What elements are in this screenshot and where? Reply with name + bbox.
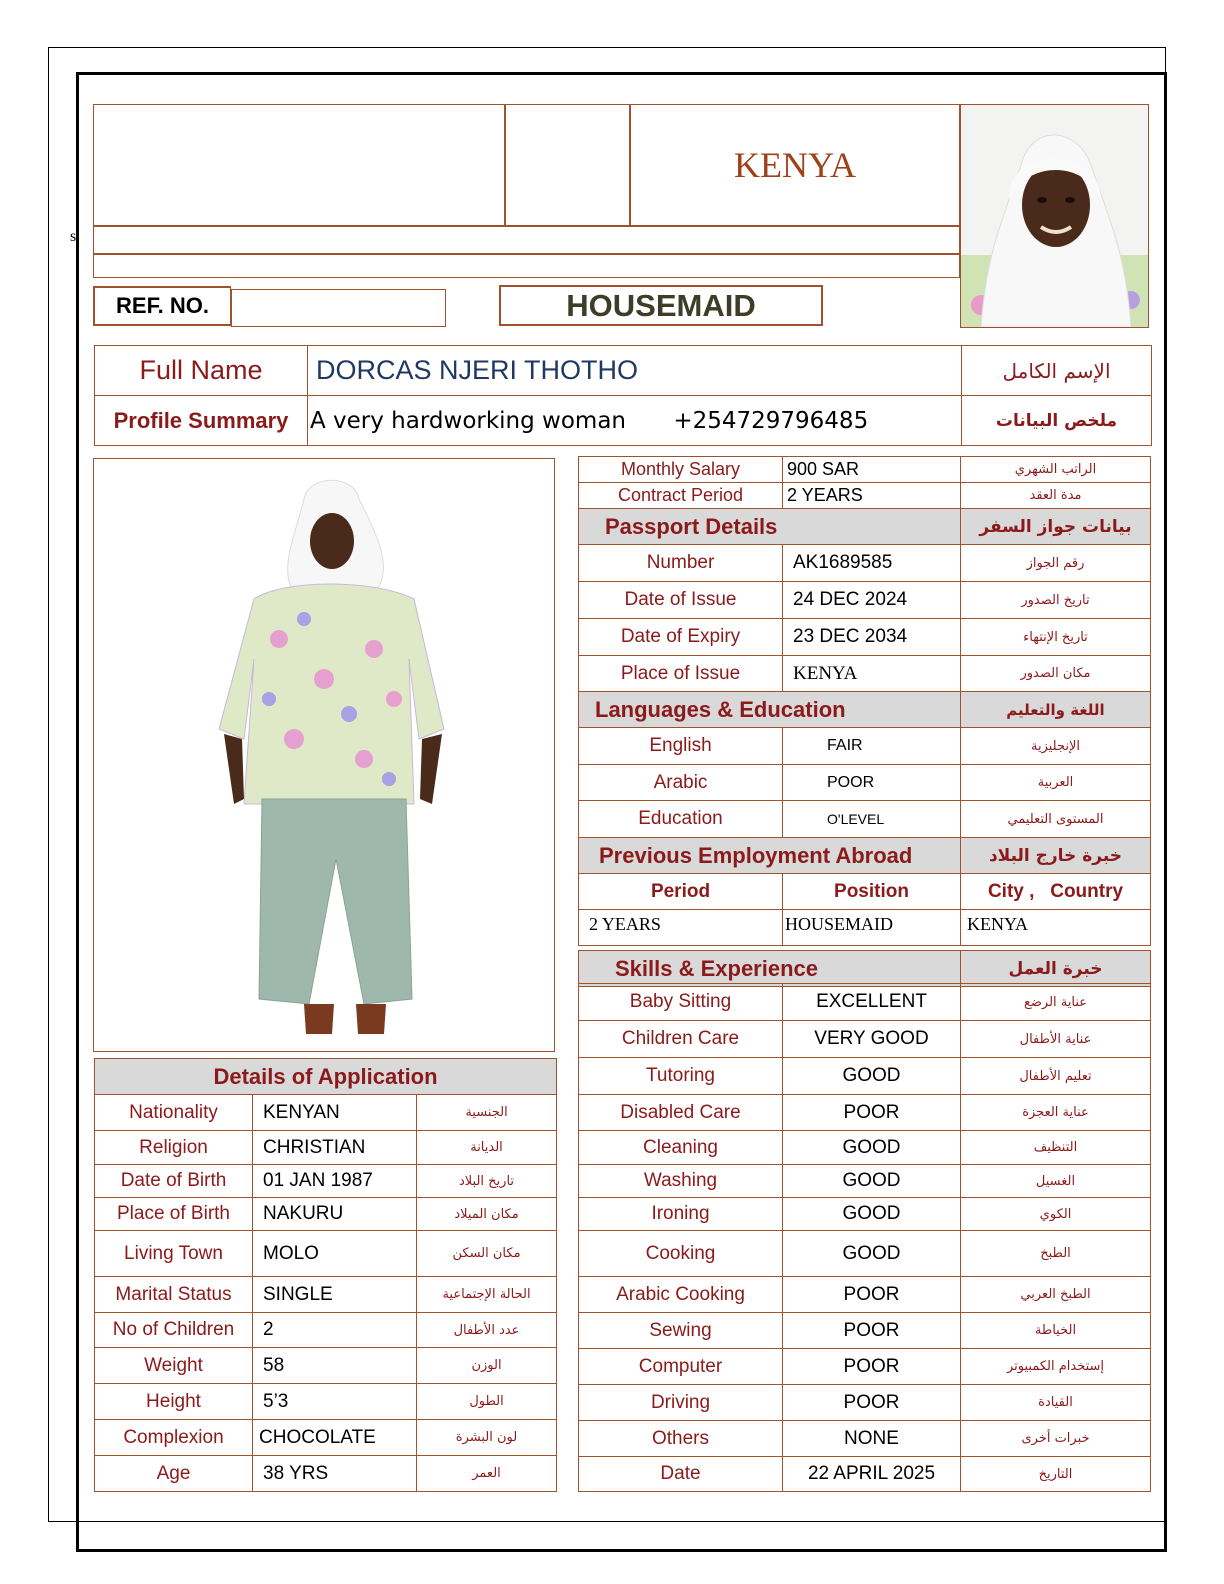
- skill-label: Washing: [579, 1165, 783, 1198]
- skill-row: [579, 984, 1151, 1021]
- languages-section-header: [579, 692, 1151, 728]
- skills-title: Skills & Experience: [579, 951, 961, 987]
- application-arabic: الطول: [417, 1384, 557, 1420]
- skill-label: Others: [579, 1421, 783, 1457]
- skill-row: [579, 1231, 1151, 1277]
- skill-arabic: تعليم الأطفال: [961, 1058, 1151, 1095]
- application-value: CHOCOLATE: [253, 1420, 417, 1456]
- ref-value-box: [231, 289, 446, 327]
- contract-label: Monthly Salary: [579, 457, 783, 483]
- application-label: No of Children: [95, 1313, 253, 1348]
- skill-row: [579, 1457, 1151, 1492]
- skill-label: Driving: [579, 1385, 783, 1421]
- application-value: KENYAN: [253, 1095, 417, 1131]
- ref-label-box: [93, 286, 231, 326]
- language-label: Arabic: [579, 765, 783, 801]
- ref-label: REF. NO.: [116, 293, 209, 318]
- phone-number: +254729796485: [673, 407, 869, 434]
- skill-label: Cleaning: [579, 1131, 783, 1165]
- profile-summary-arabic: ملخص البيانات: [962, 396, 1152, 446]
- application-arabic: العمر: [417, 1456, 557, 1492]
- skill-row: [579, 1349, 1151, 1385]
- application-row: [95, 1095, 557, 1131]
- full-name-label: Full Name: [95, 346, 308, 396]
- application-arabic: عدد الأطفال: [417, 1313, 557, 1348]
- employment-header-place: City , Country: [961, 874, 1151, 910]
- skill-value: GOOD: [783, 1058, 961, 1095]
- skill-row: [579, 1198, 1151, 1231]
- application-value: 38 YRS: [253, 1456, 417, 1492]
- skill-row: [579, 1313, 1151, 1349]
- header-blank-box-2: [505, 104, 630, 226]
- application-value: CHRISTIAN: [253, 1131, 417, 1165]
- passport-label: Place of Issue: [579, 656, 783, 692]
- passport-row: [579, 656, 1151, 692]
- skill-label: Computer: [579, 1349, 783, 1385]
- passport-arabic: مكان الصدور: [961, 656, 1151, 692]
- languages-title: Languages & Education: [579, 692, 961, 728]
- application-arabic: لون البشرة: [417, 1420, 557, 1456]
- skill-value: VERY GOOD: [783, 1021, 961, 1058]
- application-label: Nationality: [95, 1095, 253, 1131]
- employment-header-period: Period: [579, 874, 783, 910]
- job-title: HOUSEMAID: [566, 287, 756, 323]
- application-label: Living Town: [95, 1231, 253, 1277]
- passport-title: Passport Details: [579, 509, 961, 545]
- skill-label: Disabled Care: [579, 1095, 783, 1131]
- application-row: [95, 1420, 557, 1456]
- employment-header-position: Position: [783, 874, 961, 910]
- skill-label: Ironing: [579, 1198, 783, 1231]
- header-blank-strip-2: [93, 254, 960, 278]
- language-row: [579, 765, 1151, 801]
- passport-title-arabic: بيانات جواز السفر: [961, 509, 1151, 545]
- skill-value: POOR: [783, 1095, 961, 1131]
- contract-row: [579, 483, 1151, 509]
- skill-row: [579, 1095, 1151, 1131]
- job-title-box: [499, 285, 823, 326]
- skill-label: Sewing: [579, 1313, 783, 1349]
- skill-arabic: الخياطة: [961, 1313, 1151, 1349]
- skill-value: GOOD: [783, 1131, 961, 1165]
- passport-row: [579, 545, 1151, 582]
- application-arabic: الديانة: [417, 1131, 557, 1165]
- application-arabic: الوزن: [417, 1348, 557, 1384]
- skill-arabic: الكوي: [961, 1198, 1151, 1231]
- employment-place: KENYA: [961, 910, 1151, 946]
- full-name-value: DORCAS NJERI THOTHO: [308, 346, 962, 396]
- skill-arabic: الطبخ العربي: [961, 1277, 1151, 1313]
- application-row: [95, 1198, 557, 1231]
- full-name-arabic: الإسم الكامل: [962, 346, 1152, 396]
- skill-value: POOR: [783, 1277, 961, 1313]
- skill-value: GOOD: [783, 1231, 961, 1277]
- profile-summary-value: [308, 396, 962, 446]
- application-section-header: [95, 1059, 557, 1095]
- skill-arabic: القيادة: [961, 1385, 1151, 1421]
- passport-label: Date of Expiry: [579, 619, 783, 656]
- skill-arabic: عناية العجزة: [961, 1095, 1151, 1131]
- employment-position: HOUSEMAID: [783, 910, 961, 946]
- contract-table: [578, 456, 1151, 987]
- application-value: MOLO: [253, 1231, 417, 1277]
- application-label: Height: [95, 1384, 253, 1420]
- skill-value: EXCELLENT: [783, 984, 961, 1021]
- skill-label: Tutoring: [579, 1058, 783, 1095]
- skill-value: POOR: [783, 1385, 961, 1421]
- profile-summary-row: [95, 396, 1152, 446]
- application-label: Marital Status: [95, 1277, 253, 1313]
- language-label: Education: [579, 801, 783, 838]
- contract-value: 2 YEARS: [783, 483, 961, 509]
- application-value: 2: [253, 1313, 417, 1348]
- contract-row: [579, 457, 1151, 483]
- passport-arabic: تاريخ الصدور: [961, 582, 1151, 619]
- application-arabic: الحالة الإجتماعية: [417, 1277, 557, 1313]
- full-name-row: [95, 346, 1152, 396]
- country-title: KENYA: [734, 145, 856, 185]
- application-title: Details of Application: [95, 1059, 557, 1095]
- profile-table: [94, 345, 1152, 446]
- employment-header-row: [579, 874, 1151, 910]
- application-value: NAKURU: [253, 1198, 417, 1231]
- application-label: Place of Birth: [95, 1198, 253, 1231]
- header-blank-box-1: [93, 104, 505, 226]
- language-label: English: [579, 728, 783, 765]
- application-row: [95, 1348, 557, 1384]
- skill-label: Arabic Cooking: [579, 1277, 783, 1313]
- employment-title: Previous Employment Abroad: [579, 838, 961, 874]
- employment-row: [579, 910, 1151, 946]
- passport-value: 23 DEC 2034: [783, 619, 961, 656]
- skills-table: [578, 983, 1151, 1492]
- profile-summary-label: Profile Summary: [95, 396, 308, 446]
- application-table: [94, 1058, 557, 1492]
- application-row: [95, 1231, 557, 1277]
- application-label: Weight: [95, 1348, 253, 1384]
- languages-title-arabic: اللغة والتعليم: [961, 692, 1151, 728]
- employment-title-arabic: خبرة خارج البلاد: [961, 838, 1151, 874]
- application-value: SINGLE: [253, 1277, 417, 1313]
- application-row: [95, 1384, 557, 1420]
- passport-row: [579, 582, 1151, 619]
- skill-arabic: خبرات أخرى: [961, 1421, 1151, 1457]
- application-label: Date of Birth: [95, 1165, 253, 1198]
- language-value: POOR: [783, 765, 961, 801]
- skill-row: [579, 1021, 1151, 1058]
- language-arabic: الإنجليزية: [961, 728, 1151, 765]
- language-row: [579, 801, 1151, 838]
- application-arabic: مكان الميلاد: [417, 1198, 557, 1231]
- skill-row: [579, 1165, 1151, 1198]
- skill-arabic: التنظيف: [961, 1131, 1151, 1165]
- skill-row: [579, 1277, 1151, 1313]
- skill-value: NONE: [783, 1421, 961, 1457]
- skill-row: [579, 1058, 1151, 1095]
- application-row: [95, 1165, 557, 1198]
- application-arabic: مكان السكن: [417, 1231, 557, 1277]
- passport-row: [579, 619, 1151, 656]
- contract-label: Contract Period: [579, 483, 783, 509]
- skill-arabic: الطبخ: [961, 1231, 1151, 1277]
- application-value: 01 JAN 1987: [253, 1165, 417, 1198]
- employment-section-header: [579, 838, 1151, 874]
- language-value: O'LEVEL: [783, 801, 961, 838]
- passport-value: 24 DEC 2024: [783, 582, 961, 619]
- skill-value: 22 APRIL 2025: [783, 1457, 961, 1492]
- language-row: [579, 728, 1151, 765]
- skill-row: [579, 1385, 1151, 1421]
- passport-label: Number: [579, 545, 783, 582]
- header-blank-strip-1: [93, 226, 960, 254]
- portrait-photo: [960, 104, 1149, 328]
- skills-section-header: [579, 951, 1151, 987]
- skill-value: GOOD: [783, 1165, 961, 1198]
- passport-arabic: رقم الجواز: [961, 545, 1151, 582]
- contract-arabic: الراتب الشهري: [961, 457, 1151, 483]
- full-body-photo: [93, 458, 555, 1052]
- skill-label: Date: [579, 1457, 783, 1492]
- application-row: [95, 1131, 557, 1165]
- skill-value: POOR: [783, 1349, 961, 1385]
- passport-label: Date of Issue: [579, 582, 783, 619]
- application-value: 58: [253, 1348, 417, 1384]
- skill-row: [579, 1421, 1151, 1457]
- passport-value: AK1689585: [783, 545, 961, 582]
- application-arabic: الجنسية: [417, 1095, 557, 1131]
- skills-title-arabic: خبرة العمل: [961, 951, 1151, 987]
- summary-text: A very hardworking woman: [310, 407, 627, 434]
- country-box: [630, 104, 960, 226]
- passport-section-header: [579, 509, 1151, 545]
- application-label: Complexion: [95, 1420, 253, 1456]
- passport-value: KENYA: [783, 656, 961, 692]
- skill-arabic: التاريخ: [961, 1457, 1151, 1492]
- language-arabic: العربية: [961, 765, 1151, 801]
- application-value: 5’3: [253, 1384, 417, 1420]
- stray-mark: s: [70, 228, 77, 245]
- skill-arabic: عناية الرضع: [961, 984, 1151, 1021]
- skill-arabic: إستخدام الكمبيوتر: [961, 1349, 1151, 1385]
- skill-arabic: عناية الأطفال: [961, 1021, 1151, 1058]
- skill-value: POOR: [783, 1313, 961, 1349]
- contract-value: 900 SAR: [783, 457, 961, 483]
- skill-value: GOOD: [783, 1198, 961, 1231]
- application-row: [95, 1313, 557, 1348]
- skill-label: Cooking: [579, 1231, 783, 1277]
- skill-label: Baby Sitting: [579, 984, 783, 1021]
- employment-period: 2 YEARS: [579, 910, 783, 946]
- application-arabic: تاريخ البلاد: [417, 1165, 557, 1198]
- skill-row: [579, 1131, 1151, 1165]
- passport-arabic: تاريخ الإنتهاء: [961, 619, 1151, 656]
- application-label: Age: [95, 1456, 253, 1492]
- application-row: [95, 1277, 557, 1313]
- language-value: FAIR: [783, 728, 961, 765]
- skill-arabic: الغسيل: [961, 1165, 1151, 1198]
- application-row: [95, 1456, 557, 1492]
- contract-arabic: مدة العقد: [961, 483, 1151, 509]
- application-label: Religion: [95, 1131, 253, 1165]
- language-arabic: المستوى التعليمي: [961, 801, 1151, 838]
- skill-label: Children Care: [579, 1021, 783, 1058]
